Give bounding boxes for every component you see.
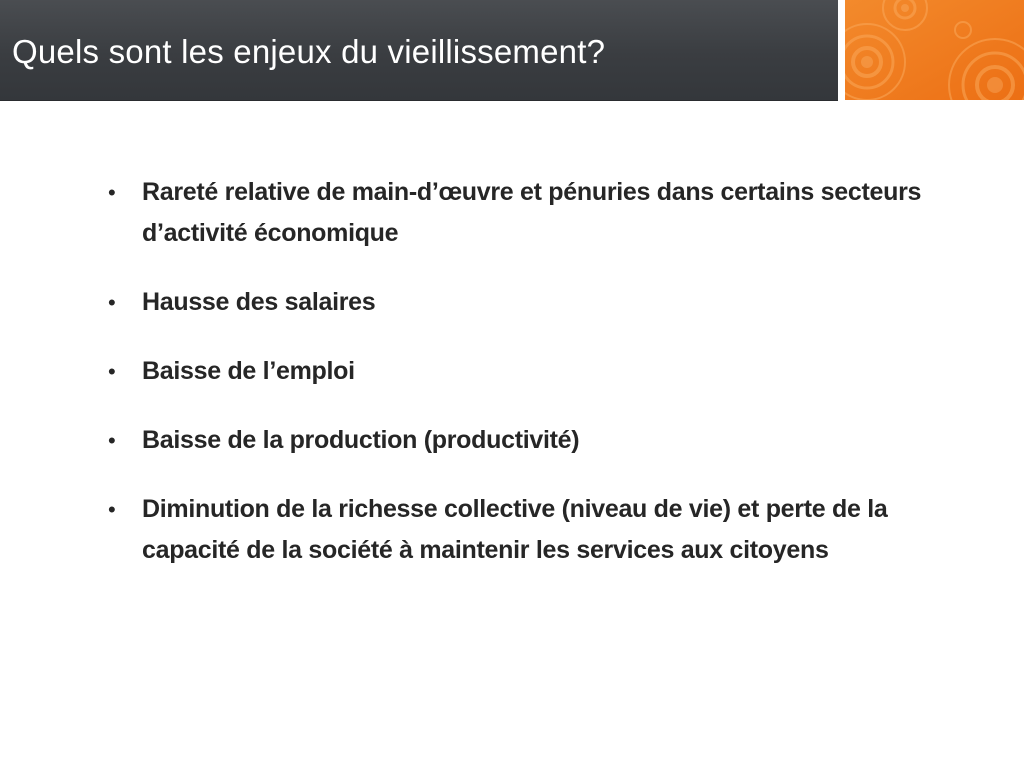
slide-title: Quels sont les enjeux du vieillissement? (12, 33, 606, 70)
bullet-marker: • (108, 359, 116, 384)
concentric-circles-icon (845, 0, 1024, 100)
bullet-marker: • (108, 290, 116, 315)
bullet-item (108, 420, 968, 461)
bullet-item (108, 489, 968, 571)
header-divider (838, 0, 845, 100)
bullet-marker: • (108, 497, 116, 522)
bullet-marker: • (108, 180, 116, 205)
bullet-text: Diminution de la richesse collective (niveau de vie) et perte de la capacité de la société à maintenir les services aux citoyens (142, 495, 888, 564)
bullet-item (108, 282, 968, 323)
bullet-text: Baisse de l’emploi (142, 357, 355, 385)
title-bar (0, 0, 838, 101)
bullet-item (108, 172, 968, 254)
bullet-text: Hausse des salaires (142, 288, 376, 316)
bullet-marker: • (108, 428, 116, 453)
bullet-text: Rareté relative de main-d’œuvre et pénuries dans certains secteurs d’activité économique (142, 178, 922, 247)
bullet-text: Baisse de la production (productivité) (142, 426, 580, 454)
bullet-item (108, 351, 968, 392)
decorative-orange-panel (845, 0, 1024, 100)
bullet-list (108, 172, 968, 599)
